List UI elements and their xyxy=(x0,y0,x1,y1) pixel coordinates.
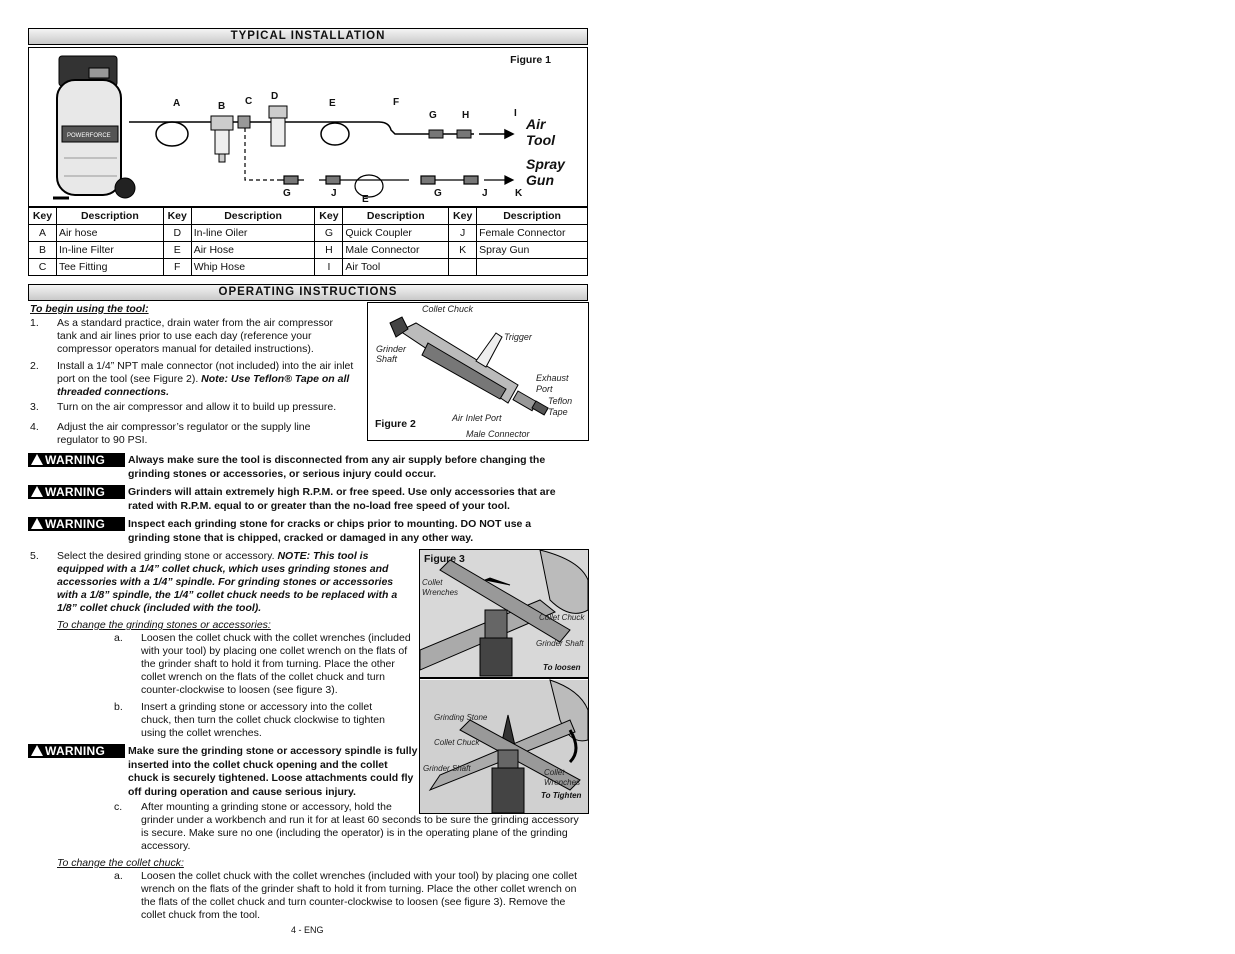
callout-grinder-shaft: Grinder Shaft xyxy=(536,639,584,648)
substep-letter: b. xyxy=(114,701,123,713)
diagram-letter-g3: G xyxy=(434,188,442,199)
installation-heading: TYPICAL INSTALLATION xyxy=(28,28,588,45)
diagram-letter-e2: E xyxy=(362,194,369,205)
warning-badge xyxy=(28,744,125,758)
callout-to-loosen: To loosen xyxy=(543,663,581,672)
page-footer: 4 - ENG xyxy=(291,925,324,935)
compressor-brand: POWERFORCE xyxy=(67,133,111,139)
table-header-row xyxy=(29,208,588,225)
callout-collet-wrenches-2: Collet Wrenches xyxy=(544,768,581,787)
figure-1-label: Figure 1 xyxy=(510,54,551,66)
step-number: 4. xyxy=(30,421,39,433)
diagram-letter-e: E xyxy=(329,98,336,109)
table-header: Key xyxy=(449,208,477,225)
figure-3 xyxy=(419,549,589,814)
step-number: 5. xyxy=(30,550,39,562)
callout-trigger: Trigger xyxy=(504,332,532,342)
begin-title: To begin using the tool: xyxy=(30,303,149,315)
callout-collet-wrenches: Collet Wrenches xyxy=(422,578,459,597)
step-4-text: Adjust the air compressor’s regulator or the supply line regulator to 90 PSI. xyxy=(57,421,311,446)
warning-word: WARNING xyxy=(45,517,106,531)
table-cell: Tee Fitting xyxy=(56,259,163,276)
step-2-note: Note: Use Teflon® Tape on all threaded connections. xyxy=(57,373,350,398)
step-3-text: Turn on the air compressor and allow it to build up pressure. xyxy=(57,401,337,413)
table-cell: Spray Gun xyxy=(477,242,588,259)
warning-badge xyxy=(28,517,125,531)
substep-letter: c. xyxy=(114,801,123,813)
substep-a-text: Loosen the collet chuck with the collet wrenches (included with your tool) by placing one collet wrench on the flats of the grinder shaft to hold it from turning. Place the other collet wrench on the flats of the collet chuck and turn counter-clockwise to loosen (see figure 3). xyxy=(141,632,411,696)
table-cell: C xyxy=(29,259,57,276)
warning-badge xyxy=(28,485,125,499)
table-cell: H xyxy=(315,242,343,259)
callout-grinder-shaft: Grinder Shaft xyxy=(376,344,407,364)
table-cell: B xyxy=(29,242,57,259)
table-header: Key xyxy=(29,208,57,225)
table-row xyxy=(29,259,588,276)
table-header: Key xyxy=(315,208,343,225)
chuck-step-text: Loosen the collet chuck with the collet wrenches (included with your tool) by placing one collet wrench on the flats of the grinder shaft to hold it from turning. Place the other collet wrench on the flats of the collet chuck and turn counter-clockwise to loosen (see figure 3). Remove the collet chuck from the tool. xyxy=(141,870,577,921)
step-2-body: Install a 1/4” NPT male connector (not included) into the air inlet port on the tool (see Figure 2). xyxy=(57,360,354,385)
warning-triangle-icon xyxy=(31,486,43,497)
figure-2-label: Figure 2 xyxy=(375,418,416,430)
table-cell: I xyxy=(315,259,343,276)
spray-gun-label: Spray Gun xyxy=(526,156,565,188)
diagram-letter-c: C xyxy=(245,96,253,107)
diagram-letter-b: B xyxy=(218,101,226,112)
table-cell: Air hose xyxy=(56,225,163,242)
table-cell: K xyxy=(449,242,477,259)
figure-1 xyxy=(28,47,588,207)
parts-key-table xyxy=(28,207,588,276)
diagram-letter-k: K xyxy=(515,188,523,199)
warning-triangle-icon xyxy=(31,454,43,465)
step-5-note: NOTE: This tool is equipped with a 1/4” collet chuck, which uses grinding stones and accessories with a 1/4” spindle. For grinding stones or accessories with a 1/8” spindle, the 1/4” collet chuck needs to be replaced with a 1/8” collet chuck (included with the tool). xyxy=(57,550,398,614)
callout-grinder-shaft-2: Grinder Shaft xyxy=(423,764,471,773)
table-cell xyxy=(449,259,477,276)
warning-word: WARNING xyxy=(45,453,106,467)
step-5-text xyxy=(57,550,415,615)
callout-collet-chuck: Collet Chuck xyxy=(422,304,474,314)
table-cell: Female Connector xyxy=(477,225,588,242)
callout-to-tighten: To Tighten xyxy=(541,791,582,800)
table-header: Key xyxy=(163,208,191,225)
compressor-illustration xyxy=(53,56,135,198)
table-cell xyxy=(477,259,588,276)
installation-diagram xyxy=(29,48,587,206)
callout-exhaust-port: Exhaust Port xyxy=(536,373,569,394)
warning-triangle-icon xyxy=(31,745,43,756)
callout-grinding-stone: Grinding Stone xyxy=(434,713,488,722)
callout-male-connector: Male Connector xyxy=(466,429,530,439)
table-row xyxy=(29,242,588,259)
warning-1-text: Always make sure the tool is disconnected from any air supply before changing the grinding stones or accessories, or serious injury could occur. xyxy=(128,454,546,480)
diagram-letter-a: A xyxy=(173,98,181,109)
air-tool-label: Air Tool xyxy=(526,116,556,148)
step-2-text xyxy=(57,360,357,399)
table-header: Description xyxy=(191,208,315,225)
warning-2-text: Grinders will attain extremely high R.P.M. or free speed. Use only accessories that are rated with R.P.M. equal to or greater than the no-load free speed of your tool. xyxy=(128,486,556,512)
table-cell: E xyxy=(163,242,191,259)
table-cell: Air Hose xyxy=(191,242,315,259)
callout-teflon-tape: Teflon Tape xyxy=(548,396,573,417)
step-number: 2. xyxy=(30,360,39,372)
warning-4-text: Make sure the grinding stone or accessory spindle is fully inserted into the collet chuck opening and the collet chuck is securely tightened. Loose attachments could fly off during operation and cause serious injury. xyxy=(128,745,418,798)
figure-3-label: Figure 3 xyxy=(424,553,465,565)
diagram-letter-h: H xyxy=(462,110,470,121)
diagram-letter-j2: J xyxy=(482,188,488,199)
warning-badge xyxy=(28,453,125,467)
callout-collet-chuck: Collet Chuck xyxy=(539,613,585,622)
table-header: Description xyxy=(343,208,449,225)
change-chuck-title: To change the collet chuck: xyxy=(57,857,184,869)
substep-c-content: After mounting a grinding stone or accessory, hold the grinder under a workbench and run it for at least 60 seconds to be sure the grinding accessory is secure. Make sure no one (including the operator) is in the operating plane of the grinding accessory. xyxy=(141,801,579,852)
figure-2 xyxy=(367,302,589,441)
change-stones-title: To change the grinding stones or accessories: xyxy=(57,619,271,631)
substep-letter: a. xyxy=(114,870,123,882)
warning-triangle-icon xyxy=(31,518,43,529)
substep-b-text: Insert a grinding stone or accessory into the collet chuck, then turn the collet chuck clockwise to tighten using the collet wrenches. xyxy=(141,701,385,739)
step-1-text: As a standard practice, drain water from the air compressor tank and air lines prior to use each day (reference your compressor operators manual for detailed instructions). xyxy=(57,317,334,355)
table-cell: A xyxy=(29,225,57,242)
table-cell: Whip Hose xyxy=(191,259,315,276)
table-row xyxy=(29,225,588,242)
diagram-letter-g: G xyxy=(429,110,437,121)
diagram-letter-j: J xyxy=(331,188,337,199)
step-number: 3. xyxy=(30,401,39,413)
table-cell: Quick Coupler xyxy=(343,225,449,242)
callout-collet-chuck-2: Collet Chuck xyxy=(434,738,480,747)
warning-3-text: Inspect each grinding stone for cracks or chips prior to mounting. DO NOT use a grinding stone that is chipped, cracked or damaged in any other way. xyxy=(128,518,532,544)
table-cell: G xyxy=(315,225,343,242)
callout-air-inlet-port: Air Inlet Port xyxy=(452,413,502,423)
table-cell: Air Tool xyxy=(343,259,449,276)
table-cell: In-line Filter xyxy=(56,242,163,259)
table-header: Description xyxy=(56,208,163,225)
diagram-letter-d: D xyxy=(271,91,279,102)
operating-heading: OPERATING INSTRUCTIONS xyxy=(28,284,588,301)
table-cell: F xyxy=(163,259,191,276)
top-air-line xyxy=(129,122,513,146)
diagram-letter-i: I xyxy=(514,108,517,119)
table-header: Description xyxy=(477,208,588,225)
warning-word: WARNING xyxy=(45,744,106,758)
diagram-letter-g2: G xyxy=(283,188,291,199)
step-5-body: Select the desired grinding stone or accessory. xyxy=(57,550,278,562)
substep-letter: a. xyxy=(114,632,123,644)
table-cell: Male Connector xyxy=(343,242,449,259)
diagram-letter-f: F xyxy=(393,97,400,108)
table-cell: J xyxy=(449,225,477,242)
warning-word: WARNING xyxy=(45,485,106,499)
step-number: 1. xyxy=(30,317,39,329)
table-cell: In-line Oiler xyxy=(191,225,315,242)
table-cell: D xyxy=(163,225,191,242)
